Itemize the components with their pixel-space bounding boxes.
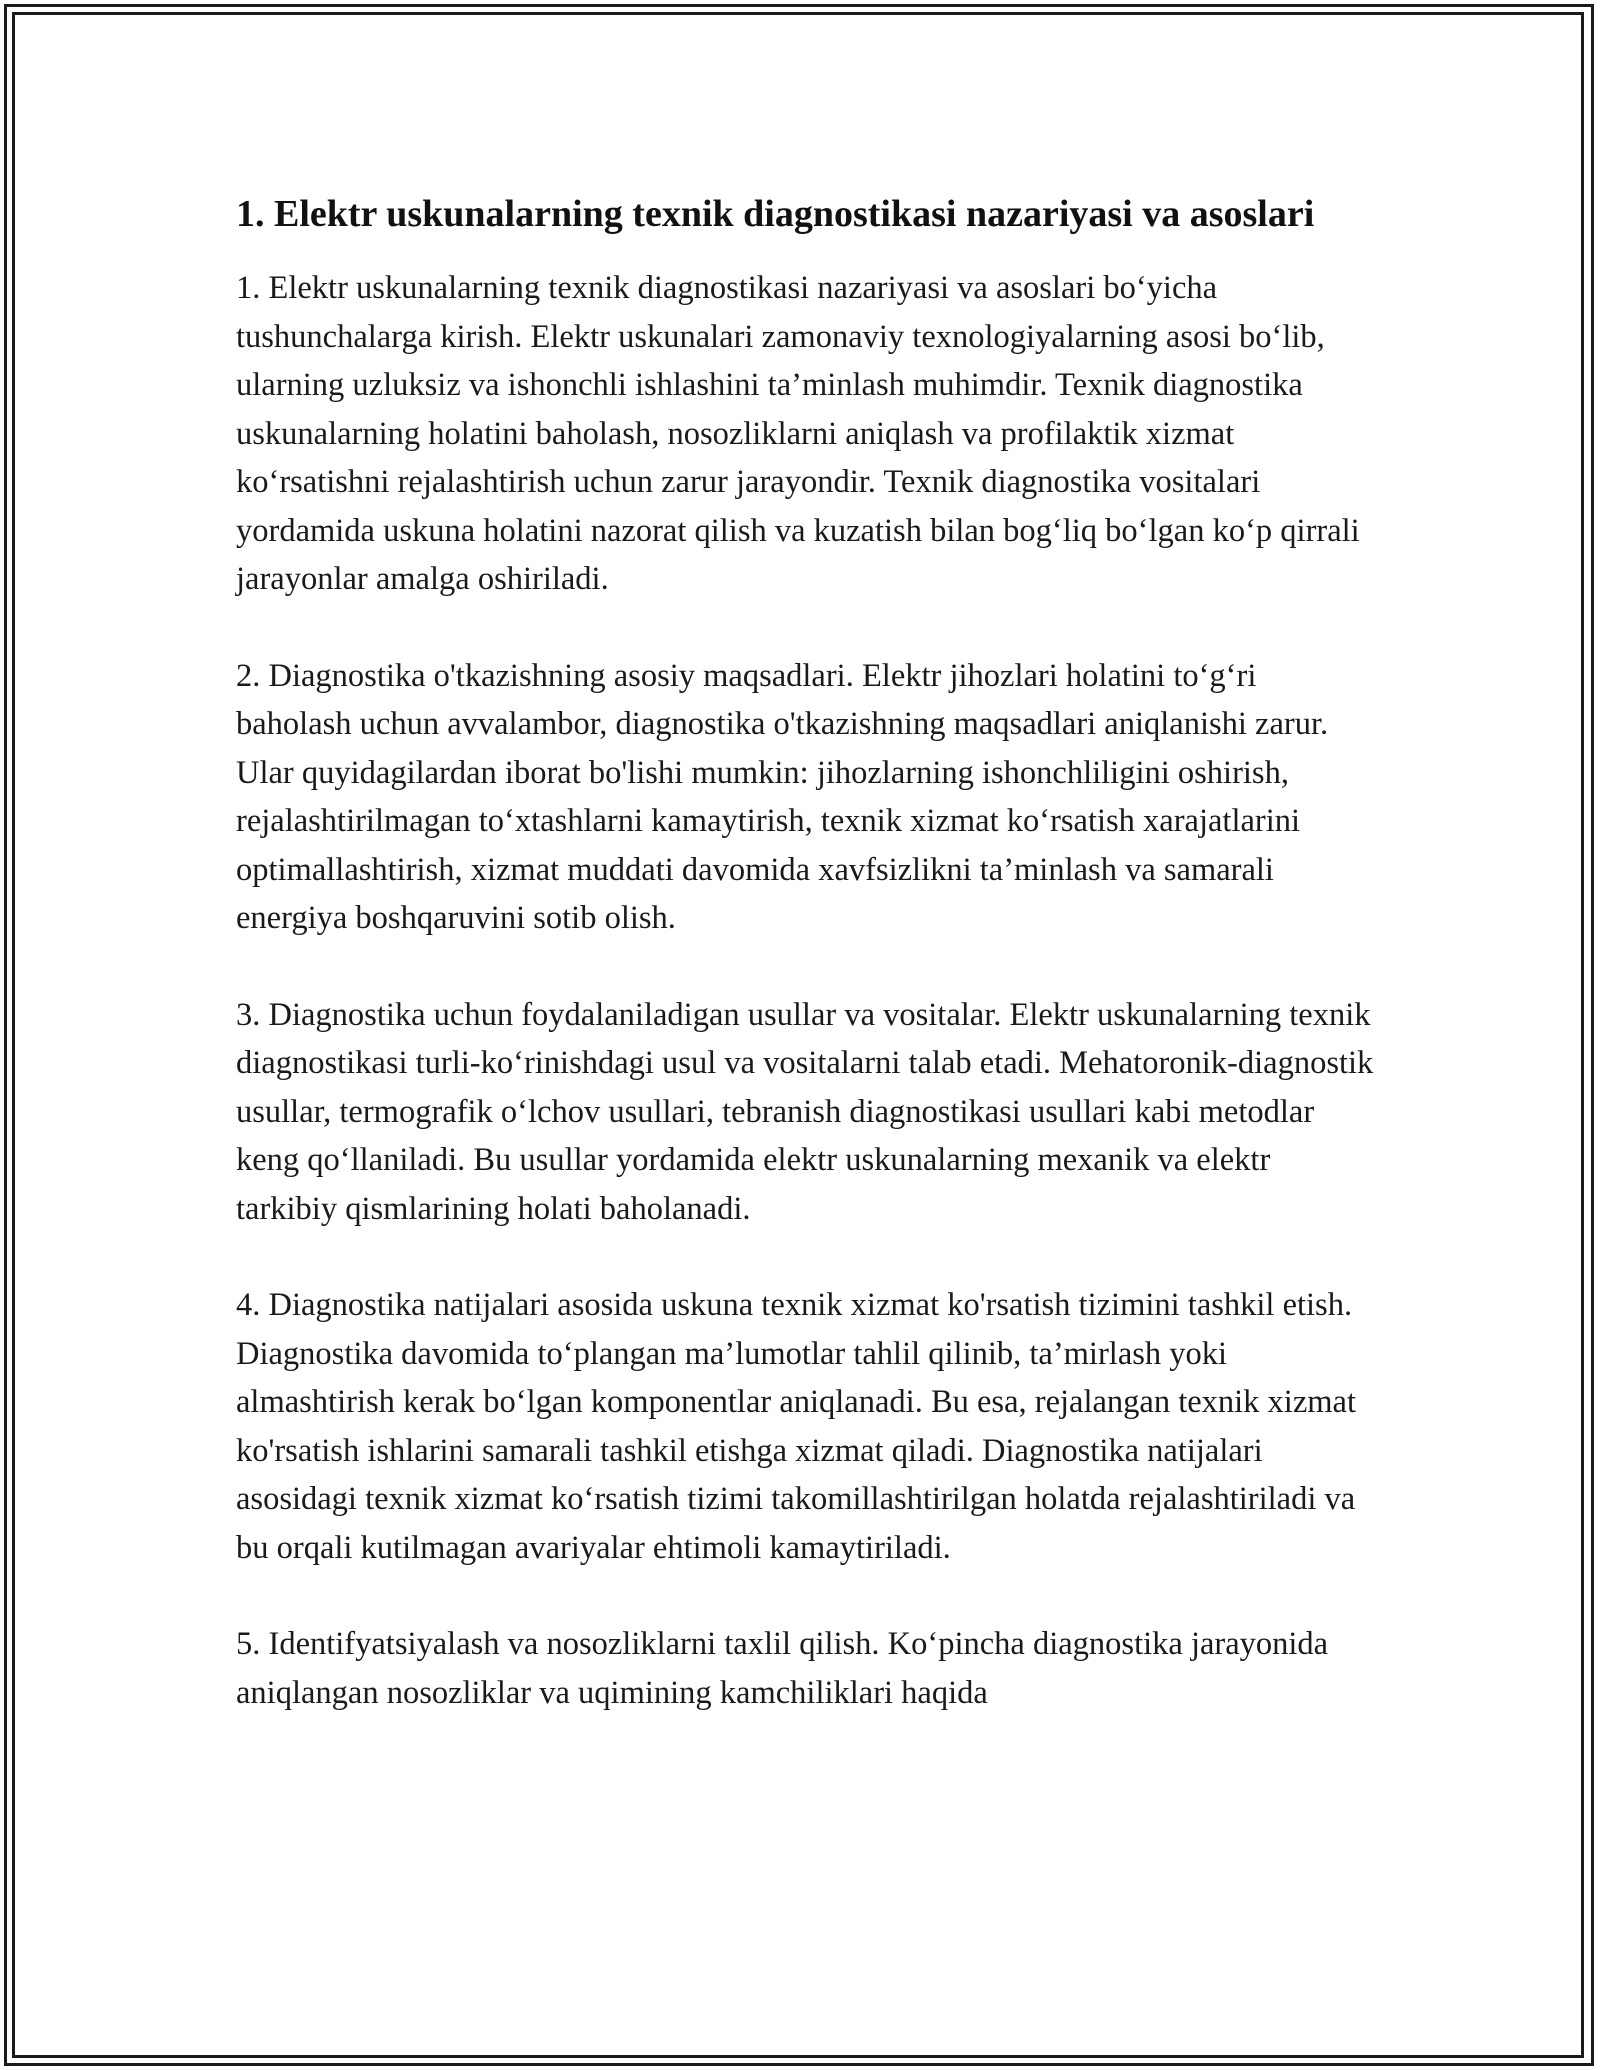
document-title: 1. Elektr uskunalarning texnik diagnostikasi nazariyasi va asoslari bbox=[236, 193, 1315, 235]
paragraph-2: 2. Diagnostika o'tkazishning asosiy maqsadlari. Elektr jihozlari holatini to‘g‘ri baholash uchun avvalambor, diagnostika o'tkazishning maqsadlari aniqlanishi zarur. Ular quyidagilardan iborat bo'lishi mumkin: jihozlarning ishonchliligini oshirish, rejalashtirilmagan to‘xtashlarni kamaytirish, texnik xizmat ko‘rsatish xarajatlarini optimallashtirish, xizmat muddati davomida xavfsizlikni ta’minlash va samarali energiya boshqaruvini sotib olish. bbox=[236, 657, 1329, 936]
paragraph-5: 5. Identifyatsiyalash va nosozliklarni taxlil qilish. Ko‘pincha diagnostika jarayonida aniqlangan nosozliklar va uqimining kamchiliklari haqida bbox=[236, 1626, 1329, 1711]
document-body bbox=[236, 186, 1376, 1765]
paragraph-1: 1. Elektr uskunalarning texnik diagnostikasi nazariyasi va asoslari bo‘yicha tushunchalarga kirish. Elektr uskunalari zamonaviy texnologiyalarning asosi bo‘lib, ularning uzluksiz va ishonchli ishlashini ta’minlash muhimdir. Texnik diagnostika uskunalarning holatini baholash, nosozliklarni aniqlash va profilaktik xizmat ko‘rsatishni rejalashtirish uchun zarur jarayondir. Texnik diagnostika vositalari yordamida uskuna holatini nazorat qilish va kuzatish bilan bog‘liq bo‘lgan ko‘p qirrali jarayonlar amalga oshiriladi. bbox=[236, 270, 1360, 597]
paragraph-3: 3. Diagnostika uchun foydalaniladigan usullar va vositalar. Elektr uskunalarning texnik diagnostikasi turli-ko‘rinishdagi usul va vositalarni talab etadi. Mehatoronik-diagnostik usullar, termografik o‘lchov usullari, tebranish diagnostikasi usullari kabi metodlar keng qo‘llaniladi. Bu usullar yordamida elektr uskunalarning mexanik va elektr tarkibiy qismlarining holati baholanadi. bbox=[236, 996, 1374, 1227]
paragraph-4: 4. Diagnostika natijalari asosida uskuna texnik xizmat ko'rsatish tizimini tashkil etish. Diagnostika davomida to‘plangan ma’lumotlar tahlil qilinib, ta’mirlash yoki almashtirish kerak bo‘lgan komponentlar aniqlanadi. Bu esa, rejalangan texnik xizmat ko'rsatish ishlarini samarali tashkil etishga xizmat qiladi. Diagnostika natijalari asosidagi texnik xizmat ko‘rsatish tizimi takomillashtirilgan holatda rejalashtiriladi va bu orqali kutilmagan avariyalar ehtimoli kamaytiriladi. bbox=[236, 1287, 1356, 1566]
